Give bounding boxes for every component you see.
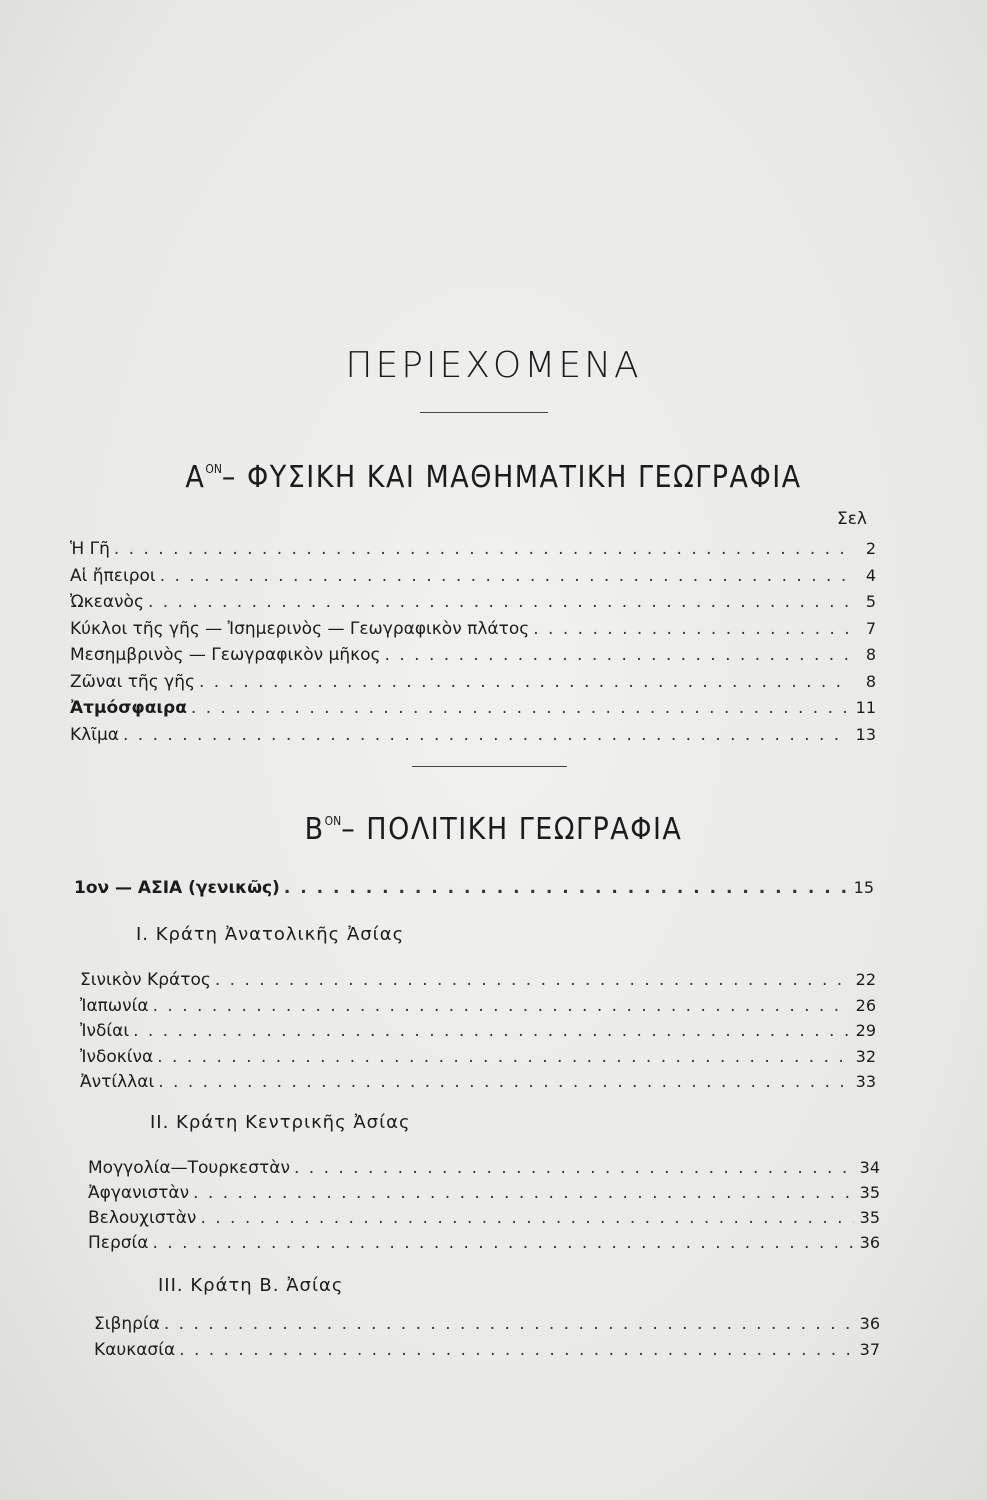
divider-top (420, 412, 548, 413)
entry-page: 36 (859, 1314, 880, 1333)
leader-dots (158, 1070, 849, 1094)
leader-dots (215, 968, 850, 992)
entry-page: 5 (865, 592, 876, 611)
toc-entry (88, 1181, 880, 1205)
leader-dots (148, 590, 850, 614)
toc-entry (80, 968, 876, 992)
leader-dots (193, 1181, 854, 1205)
entry-page: 26 (855, 995, 876, 1015)
page-title: ΠΕΡΙΕΧΟΜΕΝΑ (345, 345, 642, 386)
leader-dots (123, 723, 850, 747)
part-b-title-text: – ΠΟΛΙΤΙΚΗ ΓΕΩΓΡΑΦΙΑ (341, 812, 683, 847)
entry-page: 35 (859, 1183, 880, 1202)
entry-page: 33 (855, 1072, 876, 1091)
toc-entry (88, 1156, 880, 1180)
toc-entry (70, 723, 876, 747)
divider-middle (412, 766, 567, 767)
toc-entry (70, 696, 876, 720)
entry-label: Ὠκεανὸς (70, 592, 144, 612)
entry-label: Κύκλοι τῆς γῆς — Ἰσημερινὸς — Γεωγραφικὸν πλάτος (70, 618, 530, 639)
leader-dots (157, 1045, 849, 1069)
entry-label: Ἀτμόσφαιρα (70, 698, 187, 718)
toc-entry (80, 994, 876, 1018)
leader-dots (153, 1231, 854, 1255)
part-a-title-text: – ΦΥΣΙΚΗ ΚΑΙ ΜΑΘΗΜΑΤΙΚΗ ΓΕΩΓΡΑΦΙΑ (221, 460, 802, 495)
toc-entry (70, 617, 876, 641)
entry-label: Ἀντίλλαι (80, 1072, 155, 1092)
toc-entry (70, 537, 876, 561)
part-b-sup: ΟΝ (324, 814, 342, 828)
toc-entry (70, 564, 876, 588)
entry-page: 36 (859, 1233, 880, 1252)
leader-dots (114, 537, 850, 561)
leader-dots (153, 994, 850, 1018)
leader-dots (294, 1156, 854, 1180)
leader-dots (191, 696, 850, 720)
toc-entry (94, 1338, 880, 1362)
entry-label: Ἀφγανιστὰν (88, 1183, 190, 1203)
entry-label: Καυκασία (94, 1340, 176, 1360)
page-column-header: Σελ (837, 509, 867, 529)
entry-page: 34 (859, 1158, 880, 1177)
entry-page: 13 (855, 724, 876, 744)
part-b-prefix: Β (304, 812, 325, 847)
entry-label: Αἱ ἤπειροι (70, 565, 156, 586)
entry-page: 29 (855, 1021, 876, 1040)
toc-entry (70, 670, 876, 694)
entry-page: 8 (865, 645, 876, 664)
toc-entry (88, 1231, 880, 1255)
entry-label: Βελουχιστὰν (88, 1208, 197, 1228)
leader-dots (164, 1312, 854, 1336)
toc-entry (70, 643, 876, 667)
leader-dots (284, 876, 848, 900)
entry-page: 22 (855, 970, 876, 989)
group1-heading: Ι. Κράτη Ἀνατολικῆς Ἀσίας (136, 924, 405, 945)
entry-page: 15 (853, 878, 874, 897)
group3-heading: ΙΙΙ. Κράτη Β. Ἀσίας (158, 1275, 344, 1296)
entry-page: 2 (865, 539, 876, 558)
toc-entry (70, 590, 876, 614)
part-a-sup: ΟΝ (205, 462, 222, 476)
toc-entry (80, 1045, 876, 1069)
leader-dots (179, 1338, 853, 1362)
entry-label: Ἰαπωνία (80, 995, 149, 1016)
entry-label: Ἰνδίαι (80, 1021, 130, 1041)
entry-page: 7 (865, 618, 876, 638)
part-a-prefix: Α (185, 460, 206, 495)
leader-dots (199, 670, 850, 694)
entry-page: 8 (865, 671, 876, 691)
toc-entry (88, 1206, 880, 1230)
entry-label: Περσία (88, 1233, 149, 1253)
entry-label: Μεσημβρινὸς — Γεωγραφικὸν μῆκος (70, 645, 381, 665)
entry-label: Κλῖμα (70, 724, 119, 745)
entry-label: Σιβηρία (94, 1314, 160, 1334)
entry-label: Ζῶναι τῆς γῆς (70, 671, 195, 692)
entry-label: Ἰνδοκίνα (80, 1046, 154, 1067)
entry-page: 37 (859, 1340, 880, 1359)
leader-dots (133, 1019, 850, 1043)
leader-dots (533, 617, 850, 641)
toc-entry (80, 1070, 876, 1094)
entry-label: Μογγολία—Τουρκεστὰν (88, 1158, 290, 1178)
asia-general-entry (74, 876, 874, 900)
entry-page: 11 (855, 698, 876, 717)
entry-page: 4 (865, 565, 876, 585)
leader-dots (160, 564, 850, 588)
toc-entry (94, 1312, 880, 1336)
entry-label: 1ον — ΑΣΙΑ (γενικῶς) (74, 878, 280, 898)
group2-heading: ΙΙ. Κράτη Κεντρικῆς Ἀσίας (150, 1112, 411, 1133)
toc-entry (80, 1019, 876, 1043)
entry-page: 32 (855, 1046, 876, 1066)
entry-label: Ἡ Γῆ (70, 539, 110, 559)
entry-page: 35 (859, 1208, 880, 1227)
part-a-title (0, 460, 987, 495)
leader-dots (200, 1206, 853, 1230)
leader-dots (385, 643, 850, 667)
part-b-title (0, 812, 987, 847)
entry-label: Σινικὸν Κράτος (80, 970, 211, 990)
